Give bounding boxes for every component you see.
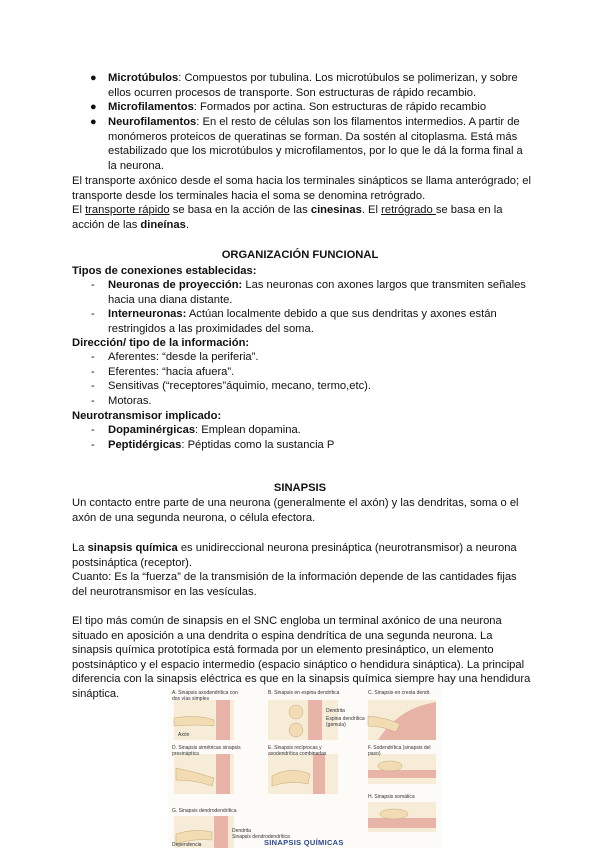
dash-bullet: -: [91, 366, 95, 378]
text-line: postsináptica (receptor).: [72, 556, 193, 569]
transport-paragraph: [72, 174, 592, 232]
text-line: axón de una segunda neurona, o célula efectora.: [72, 511, 316, 524]
item-text: Actúan localmente debido a que sus dendritas y axones están: [186, 308, 497, 320]
transport-line: El transporte axónico desde el soma hacia los terminales sinápticos se llama anterógrado; el: [72, 175, 531, 187]
text: acción de las: [72, 218, 141, 231]
item-text: Las neuronas con axones largos que transmiten señales: [242, 279, 526, 291]
label-spine: Espina dendrítica (gemula): [326, 716, 365, 728]
panel-h-caption: H. Sinapsis somática: [368, 794, 415, 800]
panel-b-caption: B. Sinapsis en espina dendrítica: [268, 690, 340, 696]
subheading-conexiones: [72, 264, 256, 279]
direccion-item: Motoras.: [108, 395, 152, 407]
label-dependencia: Dependencia: [172, 842, 202, 848]
text-line: situado en aposición a una dendrita o espina dendrítica de una segunda neurona. La: [72, 629, 493, 642]
panel-f-bouton: [378, 761, 402, 771]
bullet-cont: ellos ocurren procesos de transporte. Son estructuras de rápido recambio.: [108, 86, 477, 99]
dash-bullet: -: [91, 439, 95, 451]
panel-d-dendrite: [216, 754, 230, 794]
term: Neuronas de proyección:: [108, 279, 243, 291]
bullet-microfilamentos: [108, 100, 578, 115]
dash-bullet: -: [91, 395, 95, 407]
dash-bullet: -: [91, 424, 95, 436]
dash-bullet: -: [91, 351, 95, 363]
label-dendrite: Dendrita: [326, 708, 345, 714]
neuro-dopaminergicas: [108, 423, 301, 438]
subheading-text: Neurotransmisor implicado:: [72, 410, 222, 422]
label-dendrodendritic: Sinapsis dendrodendrítica: [232, 834, 290, 840]
panel-g-caption: G. Sinapsis dendrodendrítica: [172, 808, 237, 814]
item-text: : Péptidas como la sustancia P: [181, 439, 335, 451]
panel-b-bouton: [289, 723, 303, 737]
section-title-organizacion: ORGANIZACIÓN FUNCIONAL: [221, 249, 379, 261]
text-line: Un contacto entre parte de una neurona (generalmente el axón) y las dendritas, soma o el: [72, 497, 519, 509]
panel-a-dendrite: [216, 700, 230, 740]
text-line: postsináptico y el espacio intermedio (espacio sináptico o hendidura sináptica). La principal: [72, 658, 525, 671]
subheading-text: Dirección/ tipo de la información:: [72, 337, 250, 349]
panel-b-dendrite: [308, 700, 322, 740]
subheading-neurotransmisor: [72, 409, 221, 424]
text: .: [185, 218, 189, 231]
underlined-term: transporte rápido: [85, 204, 170, 217]
bullet-neurofilamentos: [108, 115, 578, 173]
direccion-item: Aferentes: “desde la periferia”.: [108, 351, 259, 363]
label-axon: Axón: [178, 732, 190, 738]
term: Dopaminérgicas: [108, 424, 196, 436]
text: es unidireccional neurona presináptica (neurotransmisor) a neurona: [177, 542, 517, 554]
term-dineinas: dineínas: [140, 218, 186, 231]
conexion-interneuronas: [108, 307, 588, 336]
item-cont: restringidos a las proximidades del soma.: [108, 322, 314, 335]
label-dendrite-g: Dendrita: [232, 828, 251, 834]
underlined-term: retrógrado: [381, 204, 436, 217]
item-text: : Emplean dopamina.: [195, 424, 301, 436]
sinapsis-quimica-paragraph: [72, 541, 592, 599]
text-line: Cuanto: Es la “fuerza” de la transmisión de la información depende de las cantidades fijas: [72, 571, 517, 584]
text: La: [72, 542, 88, 554]
direccion-item: Sensitivas (“receptores”áquimio, mecano, termo,etc).: [108, 380, 372, 392]
transport-line: transporte desde los terminales hacia el soma se denomina retrógrado.: [72, 189, 426, 202]
term: Peptidérgicas: [108, 439, 182, 451]
panel-b-bouton: [289, 705, 303, 719]
panel-h-bouton: [380, 809, 408, 819]
text: se basa en la acción de las: [169, 204, 311, 217]
synapse-figure: [168, 688, 442, 848]
dash-bullet: -: [91, 308, 95, 320]
text: se basa en la: [435, 204, 503, 217]
subheading-text: Tipos de conexiones establecidas:: [72, 265, 257, 277]
term-neurofilamentos: Neurofilamentos: [108, 116, 197, 128]
panel-h-soma: [368, 818, 436, 828]
term: Interneuronas:: [108, 308, 187, 320]
panel-f-caption: F. Sodendrítica (sinapsis del paso): [368, 745, 431, 757]
neuro-peptidergicas: [108, 438, 334, 453]
bullet-cont: la neurona.: [108, 159, 164, 172]
text-line: del neurotransmisor en las vesículas.: [72, 585, 257, 598]
panel-d-caption: D. Sinapsis simétricas sinapsis presináptica: [172, 745, 241, 757]
panel-e-caption: E. Sinapsis recíprocas y axodendrítica combinadas: [268, 745, 327, 757]
term-microfilamentos: Microfilamentos: [108, 101, 194, 113]
term-sinapsis-quimica: sinapsis química: [87, 542, 178, 554]
panel-g-dendrite: [214, 816, 228, 848]
bullet-text: : En el resto de células son los filamentos intermedios. A partir de: [196, 116, 520, 128]
bullet-dot: ●: [90, 116, 97, 128]
conexion-proyeccion: [108, 278, 588, 307]
bullet-cont: estabilizado que los microtúbulos y microfilamentos, por lo que le dá la forma final a: [108, 145, 523, 158]
synapse-illustration: [168, 688, 442, 848]
dash-bullet: -: [91, 380, 95, 392]
term-cinesinas: cinesinas: [310, 204, 362, 217]
panel-e-dendrite: [313, 754, 325, 794]
text: El: [72, 204, 86, 217]
text-line: diferencia con la sinapsis eléctrica es que en la sinapsis química siempre hay una hendidura: [72, 673, 531, 686]
section-title-sinapsis: SINAPSIS: [273, 482, 327, 494]
panel-f-bg: [368, 754, 436, 784]
text-line: sináptica.: [72, 687, 120, 700]
direccion-item: Eferentes: “hacia afuera”.: [108, 366, 235, 378]
bullet-text: : Compuestos por tubulina. Los microtúbulos se polimerizan, y sobre: [178, 72, 518, 84]
bullet-cont: monómeros proteicos de queratinas se forman. Da sostén al citoplasma. Está más: [108, 130, 518, 143]
bullet-dot: ●: [90, 101, 97, 113]
bullet-text: : Formados por actina. Son estructuras de rápido recambio: [193, 101, 487, 113]
panel-f-dendrite: [368, 770, 436, 778]
text-line: sinapsis química prototípica está formada por un elemento presináptico, un elemento: [72, 644, 494, 657]
item-cont: hacia una diana distante.: [108, 293, 233, 306]
term-microtubulos: Microtúbulos: [108, 72, 179, 84]
bullet-microtubulos: [108, 71, 578, 100]
subheading-direccion: [72, 336, 249, 351]
figure-caption: SINAPSIS QUÍMICAS: [264, 838, 344, 847]
bullet-dot: ●: [90, 72, 97, 84]
text-line: El tipo más común de sinapsis en el SNC engloba un terminal axónico de una neurona: [72, 615, 502, 627]
text: . El: [361, 204, 382, 217]
panel-a-caption: A. Sinapsis axodendrítica con dos vías simples: [172, 690, 238, 702]
panel-c-caption: C. Sinapsis en cresta dendr.: [368, 690, 431, 696]
sinapsis-definition: [72, 496, 592, 525]
dash-bullet: -: [91, 279, 95, 291]
